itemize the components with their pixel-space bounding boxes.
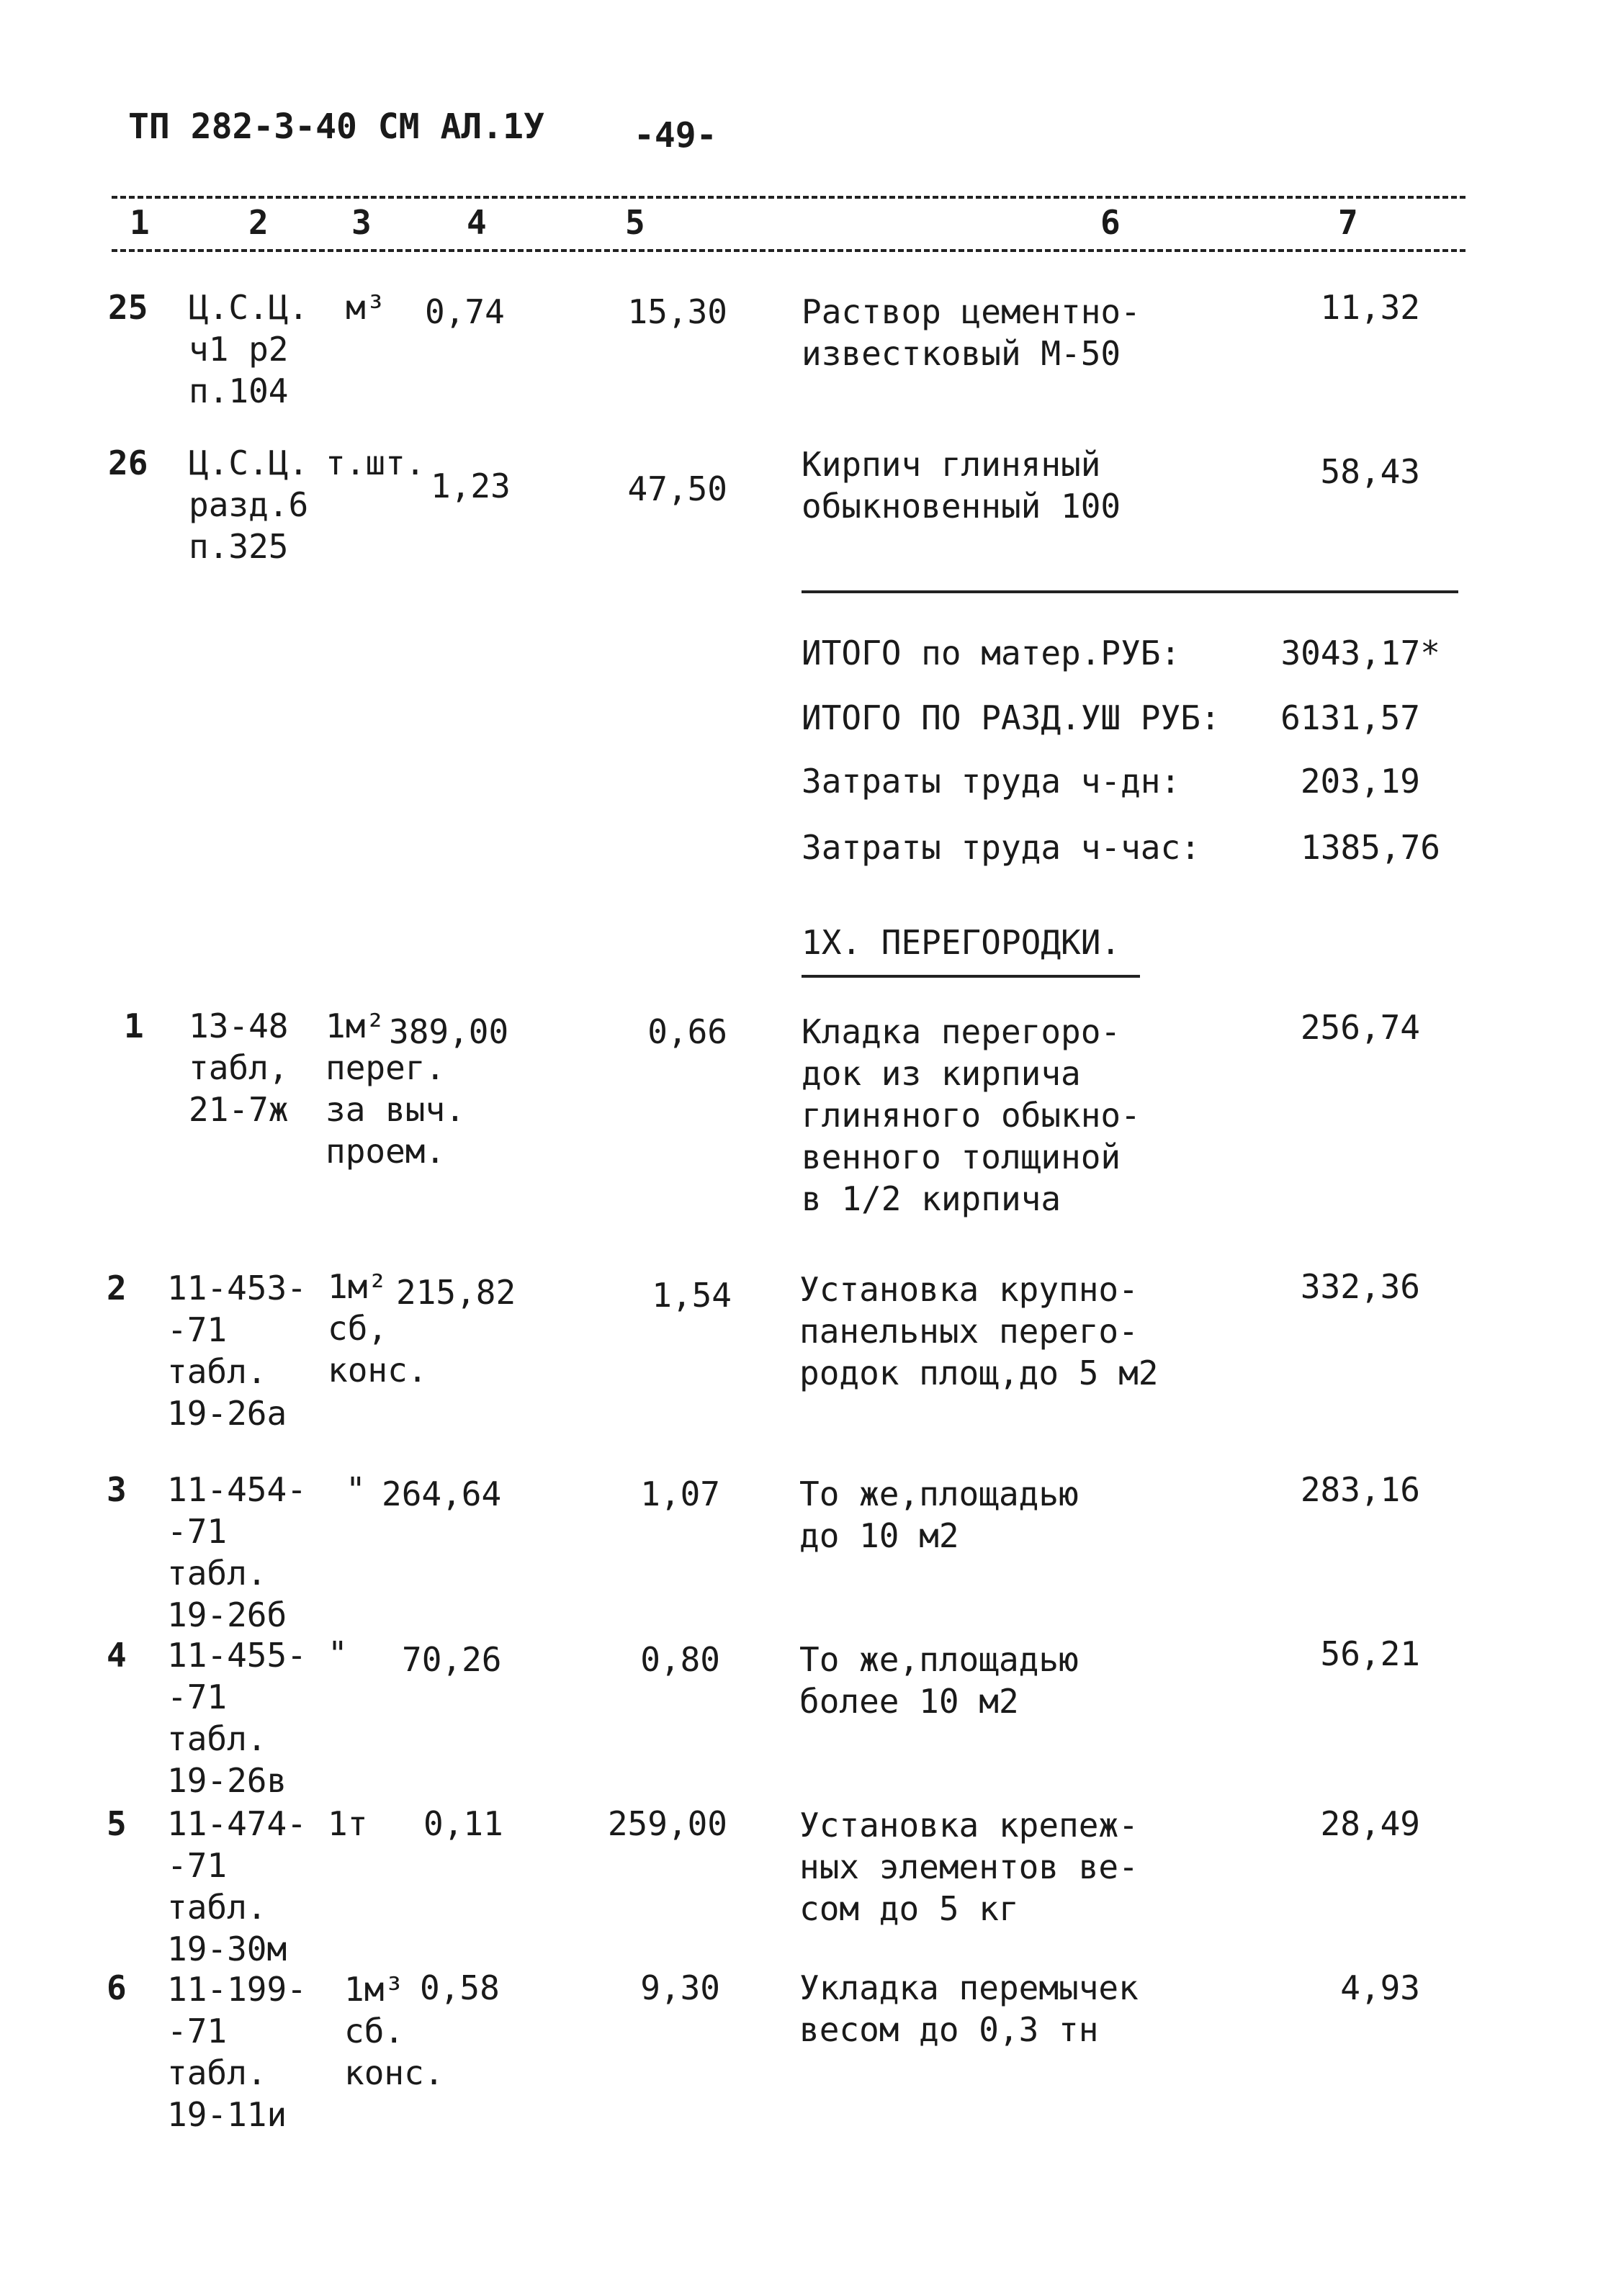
row-number: 5 <box>107 1804 127 1843</box>
col-header-3: 3 <box>351 203 372 242</box>
total-cost: 56,21 <box>1320 1634 1420 1673</box>
header-rule-top <box>112 196 1465 199</box>
unit: " <box>346 1470 366 1509</box>
total-cost: 11,32 <box>1320 288 1420 327</box>
unit: 1м² перег. за выч. проем. <box>326 1007 465 1171</box>
summary-value: 203,19 <box>1300 762 1420 801</box>
total-cost: 283,16 <box>1300 1470 1420 1509</box>
unit: т.шт. <box>326 444 426 482</box>
description: То же,площадью более 10 м2 <box>799 1640 1079 1721</box>
norm-code: 11-474- -71 табл. 19-30м <box>167 1804 307 1968</box>
unit: 1т <box>328 1804 368 1843</box>
unit-price: 1,54 <box>652 1276 732 1315</box>
unit: м³ <box>346 288 386 327</box>
unit-price: 15,30 <box>627 292 727 331</box>
quantity: 0,74 <box>425 292 505 331</box>
summary-label: ИТОГО по матер.РУБ: <box>802 634 1181 672</box>
description: Раствор цементно- известковый М-50 <box>802 292 1141 373</box>
quantity: 264,64 <box>382 1475 502 1513</box>
row-number: 4 <box>107 1636 127 1675</box>
col-header-6: 6 <box>1100 203 1121 242</box>
summary-value: 1385,76 <box>1301 828 1440 867</box>
unit: 1м³ сб. конс. <box>344 1970 444 2092</box>
unit-price: 1,07 <box>640 1475 720 1513</box>
unit-price: 0,80 <box>640 1640 720 1679</box>
row-number: 3 <box>107 1470 127 1509</box>
total-cost: 256,74 <box>1300 1008 1420 1047</box>
summary-rule <box>802 590 1458 593</box>
total-cost: 58,43 <box>1320 452 1420 491</box>
quantity: 215,82 <box>396 1273 516 1312</box>
unit-price: 0,66 <box>647 1012 727 1051</box>
unit-price: 47,50 <box>627 469 727 508</box>
norm-code: Ц.С.Ц. разд.6 п.325 <box>189 444 309 566</box>
norm-code: 11-199- -71 табл. 19-11и <box>167 1970 307 2134</box>
summary-label: Затраты труда ч-дн: <box>802 762 1181 801</box>
row-number: 2 <box>107 1269 127 1307</box>
unit-price: 9,30 <box>640 1968 720 2007</box>
unit-price: 259,00 <box>607 1804 727 1843</box>
col-header-4: 4 <box>467 203 487 242</box>
unit: 1м² сб, конс. <box>328 1267 428 1390</box>
row-number: 26 <box>108 444 148 482</box>
total-cost: 332,36 <box>1300 1267 1420 1306</box>
description: Укладка перемычек весом до 0,3 тн <box>799 1968 1139 2049</box>
norm-code: 11-454- -71 табл. 19-26б <box>167 1470 307 1634</box>
quantity: 1,23 <box>431 467 511 505</box>
summary-label: Затраты труда ч-час: <box>802 828 1200 867</box>
row-number: 6 <box>107 1968 127 2007</box>
summary-value: 3043,17* <box>1280 634 1440 672</box>
col-header-1: 1 <box>130 203 150 242</box>
total-cost: 4,93 <box>1340 1968 1420 2007</box>
header-rule-bottom <box>112 249 1465 252</box>
total-cost: 28,49 <box>1320 1804 1420 1843</box>
quantity: 70,26 <box>402 1640 502 1679</box>
row-number: 25 <box>108 288 148 327</box>
unit: " <box>328 1634 348 1673</box>
norm-code: Ц.С.Ц. ч1 р2 п.104 <box>189 288 309 410</box>
row-number: 1 <box>124 1007 144 1045</box>
summary-value: 6131,57 <box>1280 698 1420 737</box>
col-header-7: 7 <box>1338 203 1358 242</box>
quantity: 0,11 <box>423 1804 503 1843</box>
summary-label: ИТОГО ПО РАЗД.УШ РУБ: <box>802 698 1221 737</box>
description: Установка крупно- панельных перего- родок площ,до 5 м2 <box>799 1270 1159 1392</box>
description: То же,площадью до 10 м2 <box>799 1475 1079 1555</box>
quantity: 389,00 <box>389 1012 509 1051</box>
document-code: ТП 282-3-40 СМ АЛ.1У <box>128 107 544 147</box>
norm-code: 11-455- -71 табл. 19-26в <box>167 1636 307 1800</box>
description: Кладка перегоро- док из кирпича глиняного обыкно- венного толщиной в 1/2 кирпича <box>802 1012 1141 1218</box>
page-number: -49- <box>634 115 717 156</box>
col-header-5: 5 <box>625 203 645 242</box>
description: Установка крепеж- ных элементов ве- сом до 5 кг <box>799 1806 1139 1928</box>
col-header-2: 2 <box>248 203 269 242</box>
quantity: 0,58 <box>420 1968 500 2007</box>
section-title-underline <box>802 975 1140 978</box>
norm-code: 13-48 табл, 21-7ж <box>189 1007 289 1129</box>
section-title: 1Х. ПЕРЕГОРОДКИ. <box>802 923 1121 962</box>
description: Кирпич глиняный обыкновенный 100 <box>802 445 1121 526</box>
norm-code: 11-453- -71 табл. 19-26а <box>167 1269 307 1433</box>
